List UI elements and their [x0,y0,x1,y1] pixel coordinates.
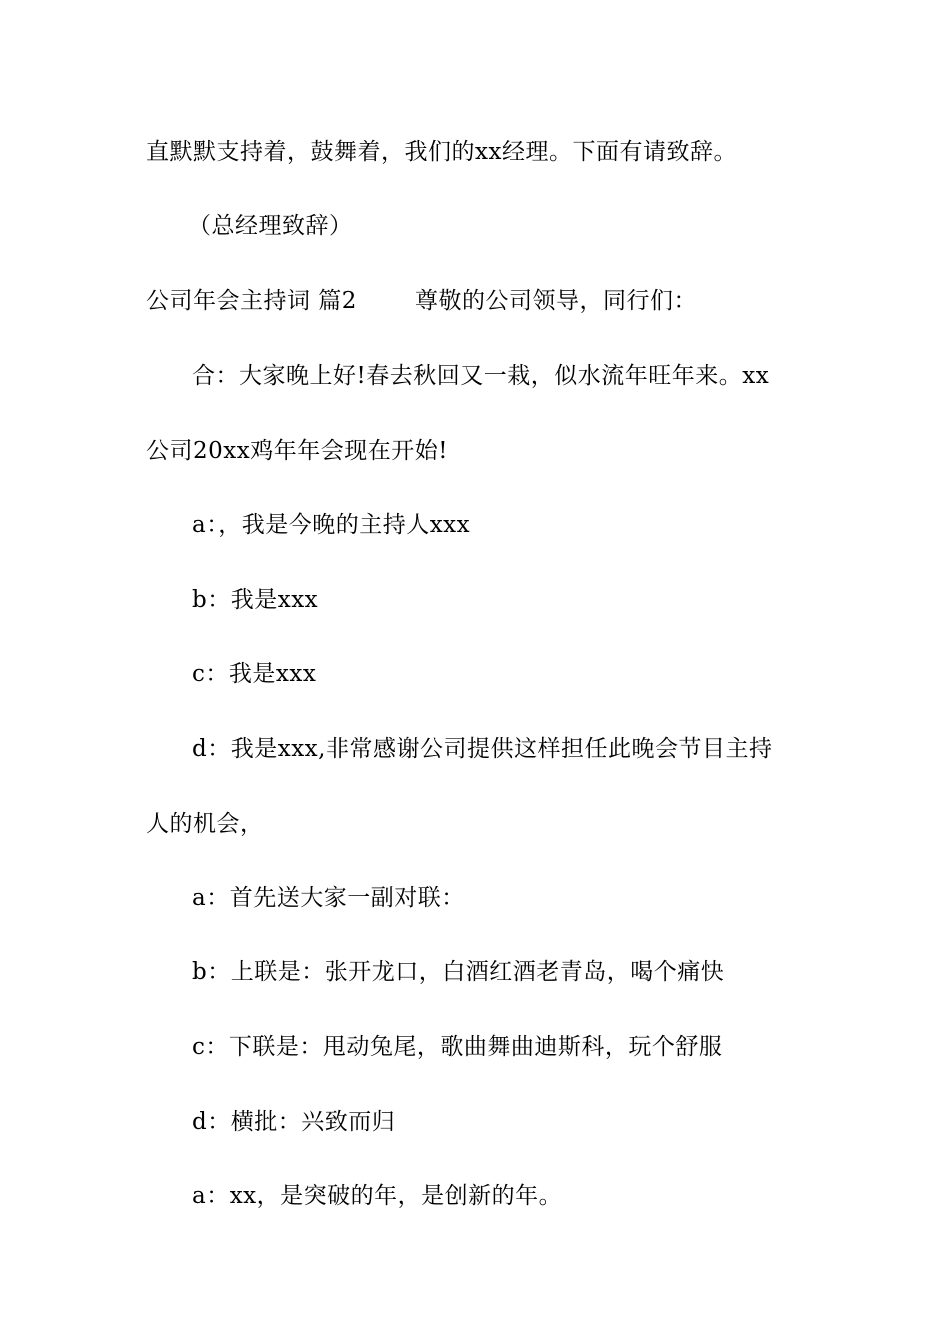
paragraph-line: a：xx，是突破的年，是创新的年。 [192,1183,563,1209]
paragraph-line: c：下联是：甩动兔尾，歌曲舞曲迪斯科，玩个舒服 [192,1034,723,1060]
paragraph-line: c：我是xxx [192,661,317,687]
paragraph-line: （总经理致辞） [188,213,353,239]
paragraph-line: b：上联是：张开龙口，白酒红酒老青岛，喝个痛快 [192,959,725,985]
paragraph-line: a：，我是今晚的主持人xxx [192,512,471,538]
paragraph-line: 人的机会， [146,811,264,837]
section-heading-line [146,286,697,316]
section-heading: 公司年会主持词 篇2 [146,288,357,314]
salutation: 尊敬的公司领导，同行们： [414,288,697,314]
paragraph-line: b：我是xxx [192,587,319,613]
paragraph-line: d：横批：兴致而归 [192,1109,396,1135]
paragraph-line: a：首先送大家一副对联： [192,885,465,911]
paragraph-line: d：我是xxx,非常感谢公司提供这样担任此晚会节目主持 [192,736,773,762]
paragraph-line: 直默默支持着，鼓舞着，我们的xx经理。下面有请致辞。 [146,139,737,165]
paragraph-line: 合：大家晚上好!春去秋回又一栽，似水流年旺年来。xx [192,363,770,389]
paragraph-line: 公司20xx鸡年年会现在开始! [146,438,448,464]
